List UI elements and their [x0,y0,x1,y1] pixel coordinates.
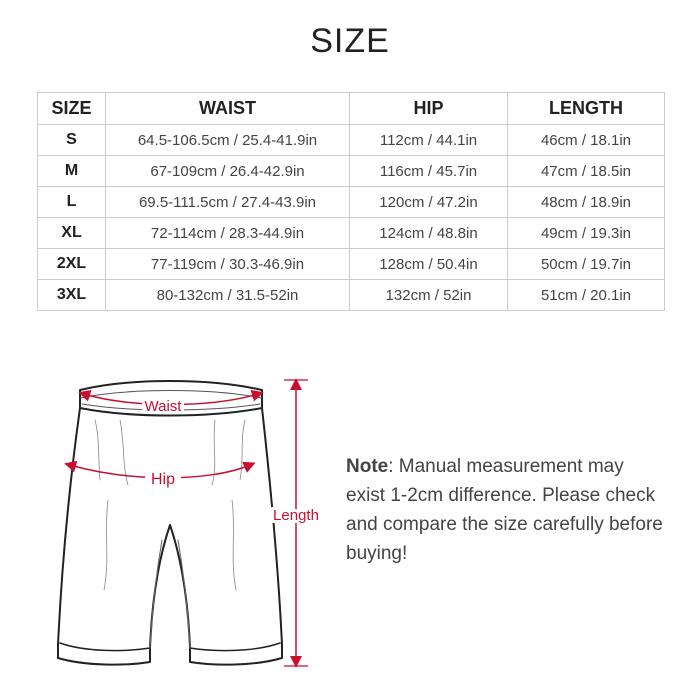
length-cell: 49cm / 19.3in [508,218,665,249]
column-header-size: SIZE [38,93,106,125]
hip-cell: 124cm / 48.8in [350,218,508,249]
size-cell: M [38,156,106,187]
size-cell: 2XL [38,249,106,280]
length-cell: 48cm / 18.9in [508,187,665,218]
hip-cell: 132cm / 52in [350,280,508,311]
table-row [38,218,665,249]
waist-cell: 72-114cm / 28.3-44.9in [106,218,350,249]
waist-cell: 80-132cm / 31.5-52in [106,280,350,311]
hip-label: Hip [150,471,176,488]
shorts-outline-icon [58,381,282,665]
table-row [38,280,665,311]
hip-cell: 112cm / 44.1in [350,125,508,156]
waist-label: Waist [144,398,182,415]
length-cell: 50cm / 19.7in [508,249,665,280]
length-label: Length [273,507,319,524]
note-text [346,452,666,568]
waist-cell: 69.5-111.5cm / 27.4-43.9in [106,187,350,218]
size-cell: L [38,187,106,218]
table-row [38,249,665,280]
size-table [37,92,665,311]
column-header-waist: WAIST [106,93,350,125]
column-header-length: LENGTH [508,93,665,125]
shorts-diagram [0,360,340,690]
length-cell: 47cm / 18.5in [508,156,665,187]
table-row [38,156,665,187]
note-body: : Manual measurement may exist 1-2cm difference. Please check and compare the size carefully before buying! [346,456,663,564]
table-header-row [38,93,665,125]
waist-cell: 64.5-106.5cm / 25.4-41.9in [106,125,350,156]
size-cell: 3XL [38,280,106,311]
length-cell: 46cm / 18.1in [508,125,665,156]
waist-cell: 77-119cm / 30.3-46.9in [106,249,350,280]
hip-cell: 120cm / 47.2in [350,187,508,218]
waist-cell: 67-109cm / 26.4-42.9in [106,156,350,187]
length-cell: 51cm / 20.1in [508,280,665,311]
column-header-hip: HIP [350,93,508,125]
size-cell: S [38,125,106,156]
size-cell: XL [38,218,106,249]
note-label: Note [346,456,389,477]
hip-cell: 128cm / 50.4in [350,249,508,280]
table-row [38,125,665,156]
page-title: SIZE [310,22,390,60]
hip-cell: 116cm / 45.7in [350,156,508,187]
table-row [38,187,665,218]
